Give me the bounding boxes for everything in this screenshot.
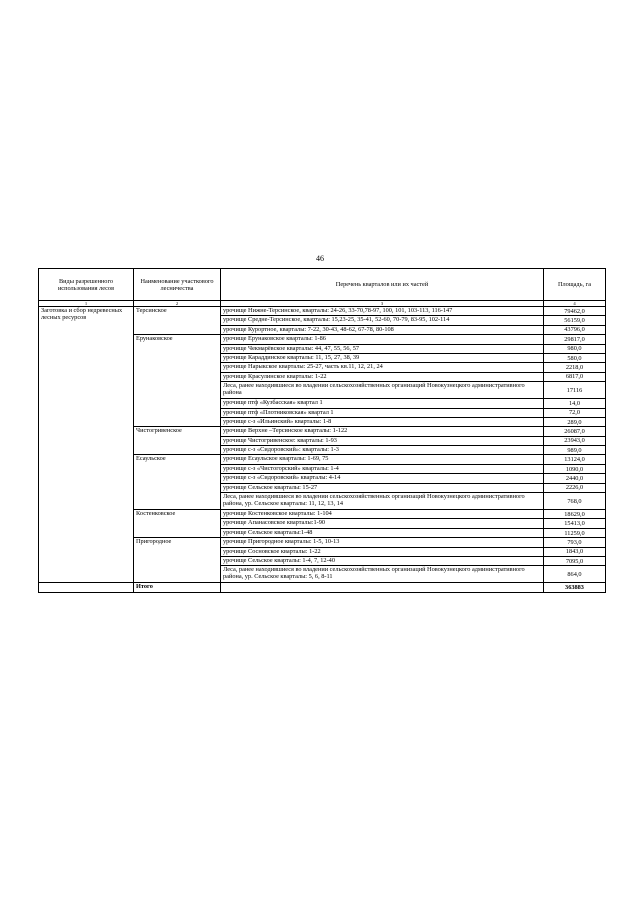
- column-number: 3: [221, 301, 544, 307]
- total-empty-cell: [221, 583, 544, 592]
- quarters-cell: Леса, ранее находившиеся во владении сельскохозяйственных организаций Новокузнецкого административного района, ур. Сельское кварталы: 11, 12, 13, 14: [221, 493, 544, 510]
- area-cell: 580,0: [544, 353, 606, 362]
- quarters-cell: урочище Верхне –Терсинское кварталы: 1-122: [221, 427, 544, 436]
- quarters-cell: Леса, ранее находившиеся во владении сельскохозяйственных организаций Новокузнецкого административного района: [221, 382, 544, 399]
- table-row: [39, 307, 606, 316]
- area-cell: 72,0: [544, 408, 606, 417]
- quarters-cell: урочище с-з «Чистогорский» кварталы: 1-4: [221, 464, 544, 473]
- quarters-cell: урочище Курортное, кварталы: 7-22, 30-43, 48-62, 67-78, 80-108: [221, 325, 544, 334]
- quarters-cell: урочище птф «Кузбасская» квартал 1: [221, 399, 544, 408]
- area-cell: 11259,0: [544, 528, 606, 537]
- quarters-cell: Леса, ранее находившиеся во владении сельскохозяйственных организаций Новокузнецкого административного района, ур. Сельское кварталы: 5, 6, 8-11: [221, 566, 544, 583]
- forestry-name-cell: Терсинское: [134, 307, 221, 335]
- quarters-cell: урочище Нижне-Терсинское, кварталы: 24-26, 33-70,78-97, 100, 101, 103-113, 116-147: [221, 307, 544, 316]
- area-cell: 989,0: [544, 446, 606, 455]
- header-use-type: Виды разрешенного использования лесов: [39, 269, 134, 301]
- use-type-cell: Заготовка и сбор недревесных лесных ресурсов: [39, 307, 134, 583]
- forestry-name-cell: Чистогривенское: [134, 427, 221, 455]
- area-cell: 6817,0: [544, 372, 606, 381]
- quarters-cell: урочище с-з «Сидоровский»: кварталы: 1-3: [221, 446, 544, 455]
- total-row: [39, 583, 606, 592]
- header-area: Площадь, га: [544, 269, 606, 301]
- column-number: 4: [544, 301, 606, 307]
- quarters-cell: урочище Апанасовское кварталы:1-90: [221, 519, 544, 528]
- column-number: 1: [39, 301, 134, 307]
- area-cell: 2226,0: [544, 483, 606, 492]
- quarters-cell: урочище с-з «Сидоровский» кварталы: 4-14: [221, 474, 544, 483]
- area-cell: 980,0: [544, 344, 606, 353]
- header-forestry: Наименование участкового лесничества: [134, 269, 221, 301]
- area-cell: 2218,0: [544, 363, 606, 372]
- area-cell: 2440,0: [544, 474, 606, 483]
- quarters-cell: урочище Чистогривенское: кварталы: 1-93: [221, 436, 544, 445]
- area-cell: 1090,0: [544, 464, 606, 473]
- area-cell: 23943,0: [544, 436, 606, 445]
- quarters-cell: урочище Сельское кварталы: 1-4, 7, 12-40: [221, 556, 544, 565]
- quarters-cell: урочище птф «Плотниковская» квартал 1: [221, 408, 544, 417]
- total-label: Итого: [134, 583, 221, 592]
- area-cell: 29817,0: [544, 335, 606, 344]
- quarters-cell: урочище Сельское кварталы: 15-27: [221, 483, 544, 492]
- quarters-cell: урочище с-з «Ильинский» кварталы: 1-8: [221, 417, 544, 426]
- forest-use-table: [38, 268, 606, 593]
- area-cell: 79462,0: [544, 307, 606, 316]
- total-area: 363883: [544, 583, 606, 592]
- quarters-cell: урочище Костенковское кварталы: 1-104: [221, 510, 544, 519]
- area-cell: 14,0: [544, 399, 606, 408]
- quarters-cell: урочище Чекмарёвское кварталы: 44, 47, 55, 56, 57: [221, 344, 544, 353]
- area-cell: 768,0: [544, 493, 606, 510]
- area-cell: 56159,0: [544, 316, 606, 325]
- page-number: 46: [316, 254, 324, 263]
- quarters-cell: урочище Сосновское кварталы: 1-22: [221, 547, 544, 556]
- total-empty-cell: [39, 583, 134, 592]
- quarters-cell: урочище Есаульское кварталы: 1-69, 75: [221, 455, 544, 464]
- area-cell: 7095,0: [544, 556, 606, 565]
- quarters-cell: урочище Пригородное кварталы: 1-5, 10-13: [221, 538, 544, 547]
- area-cell: 26087,0: [544, 427, 606, 436]
- quarters-cell: урочище Сельское кварталы:1-48: [221, 528, 544, 537]
- area-cell: 18629,0: [544, 510, 606, 519]
- quarters-cell: урочище Красулинское кварталы: 1-22: [221, 372, 544, 381]
- area-cell: 17116: [544, 382, 606, 399]
- area-cell: 1843,0: [544, 547, 606, 556]
- area-cell: 13124,0: [544, 455, 606, 464]
- quarters-cell: урочище Ерунаковское кварталы: 1-86: [221, 335, 544, 344]
- area-cell: 43796,0: [544, 325, 606, 334]
- forestry-name-cell: Ерунаковское: [134, 335, 221, 427]
- forestry-name-cell: Костенковское: [134, 510, 221, 538]
- area-cell: 289,0: [544, 417, 606, 426]
- forestry-name-cell: Пригородное: [134, 538, 221, 583]
- area-cell: 793,0: [544, 538, 606, 547]
- quarters-cell: урочище Нарыкское кварталы: 25-27, часть кв.11, 12, 21, 24: [221, 363, 544, 372]
- area-cell: 864,0: [544, 566, 606, 583]
- area-cell: 15413,0: [544, 519, 606, 528]
- column-number: 2: [134, 301, 221, 307]
- header-quarters: Перечень кварталов или их частей: [221, 269, 544, 301]
- forestry-name-cell: Есаульское: [134, 455, 221, 510]
- quarters-cell: урочище Караддинское кварталы: 11, 15, 27, 38, 39: [221, 353, 544, 362]
- quarters-cell: урочище Средне-Терсинское, кварталы: 15,23-25, 35-41, 52-60, 70-79, 83-95, 102-114: [221, 316, 544, 325]
- table-body: [39, 307, 606, 593]
